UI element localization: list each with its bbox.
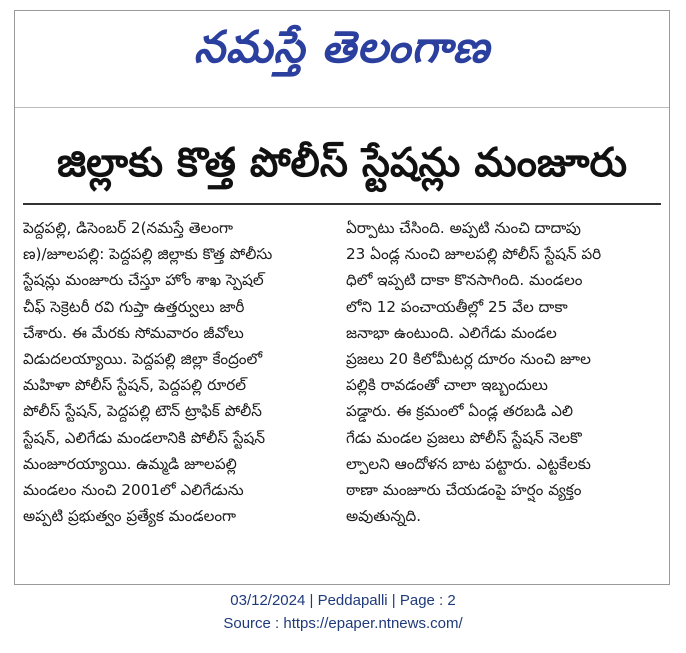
text-line: ణ)/జూలపల్లి: పెద్దపల్లి జిల్లాకు కొత్త పోలీసు (23, 245, 273, 264)
text-line: ఏర్పాటు చేసింది. అప్పటి నుంచి దాదాపు (346, 219, 581, 237)
headline-rule (23, 203, 661, 205)
newspaper-clipping (14, 10, 670, 585)
newspaper-masthead: నమస్తే తెలంగాణ (193, 22, 491, 73)
text-line: మహిళా పోలీస్ స్టేషన్, పెద్దపల్లి రూరల్ (23, 376, 247, 395)
article-left-column (23, 215, 334, 529)
text-line: పోలీస్ స్టేషన్, పెద్దపల్లి టౌన్ ట్రాఫిక్ పోలీస్ (23, 402, 262, 421)
text-line: అప్పటి ప్రభుత్వం ప్రత్యేక మండలంగా (23, 507, 237, 526)
text-line: చీఫ్ సెక్రెటరీ రవి గుప్తా ఉత్తర్వులు జారీ (23, 297, 245, 316)
text-line: జనాభా ఉంటుంది. ఎలిగేడు మండల (346, 323, 557, 342)
text-line: మండలం నుంచి 2001లో ఎలిగేడును (23, 481, 244, 500)
masthead-divider (15, 107, 669, 108)
article-headline: జిల్లాకు కొత్త పోలీస్ స్టేషన్లు మంజూరు (56, 140, 628, 186)
text-line: అవుతున్నది. (346, 507, 422, 526)
text-line: ప్రజలు 20 కిలోమీటర్ల దూరం నుంచి జూల (346, 350, 591, 369)
text-line: విడుదలయ్యాయి. పెద్దపల్లి జిల్లా కేంద్రంలో (23, 350, 263, 369)
text-line: ధిలో ఇప్పటి దాకా కొనసాగింది. మండలం (346, 271, 583, 290)
text-line: పెద్దపల్లి, డిసెంబర్ 2(నమస్తే తెలంగా (23, 219, 234, 237)
text-line: ల్పాలని ఆందోళన బాట పట్టారు. ఎట్టకేలకు (346, 454, 591, 473)
text-line: పల్లికి రావడంతో చాలా ఇబ్బందులు (346, 376, 548, 395)
text-line: స్టేషన్లు మంజూరు చేస్తూ హోం శాఖ స్పెషల్ (23, 271, 264, 290)
article-right-column (346, 215, 661, 529)
edition-caption: 03/12/2024 | Peddapalli | Page : 2 (230, 592, 456, 609)
text-line: గేడు మండల ప్రజలు పోలీస్ స్టేషన్ నెలకొ (346, 428, 582, 447)
text-line: ఠాణా మంజూరు చేయడంపై హర్షం వ్యక్తం (346, 481, 582, 500)
text-line: స్టేషన్, ఎలిగేడు మండలానికి పోలీస్ స్టేషన్ (23, 428, 266, 447)
text-line: లోని 12 పంచాయతీల్లో 25 వేల దాకా (346, 297, 568, 316)
text-line: 23 ఏండ్ల నుంచి జూలపల్లి పోలీస్ స్టేషన్ పరి (346, 245, 602, 264)
text-line: మంజూరయ్యాయి. ఉమ్మడి జూలపల్లి (23, 454, 237, 473)
text-line: పడ్డారు. ఈ క్రమంలో ఏండ్ల తరబడి ఎలి (346, 402, 574, 421)
text-line: చేశారు. ఈ మేరకు సోమవారం జీవోలు (23, 323, 244, 342)
source-caption: Source : https://epaper.ntnews.com/ (223, 615, 463, 632)
